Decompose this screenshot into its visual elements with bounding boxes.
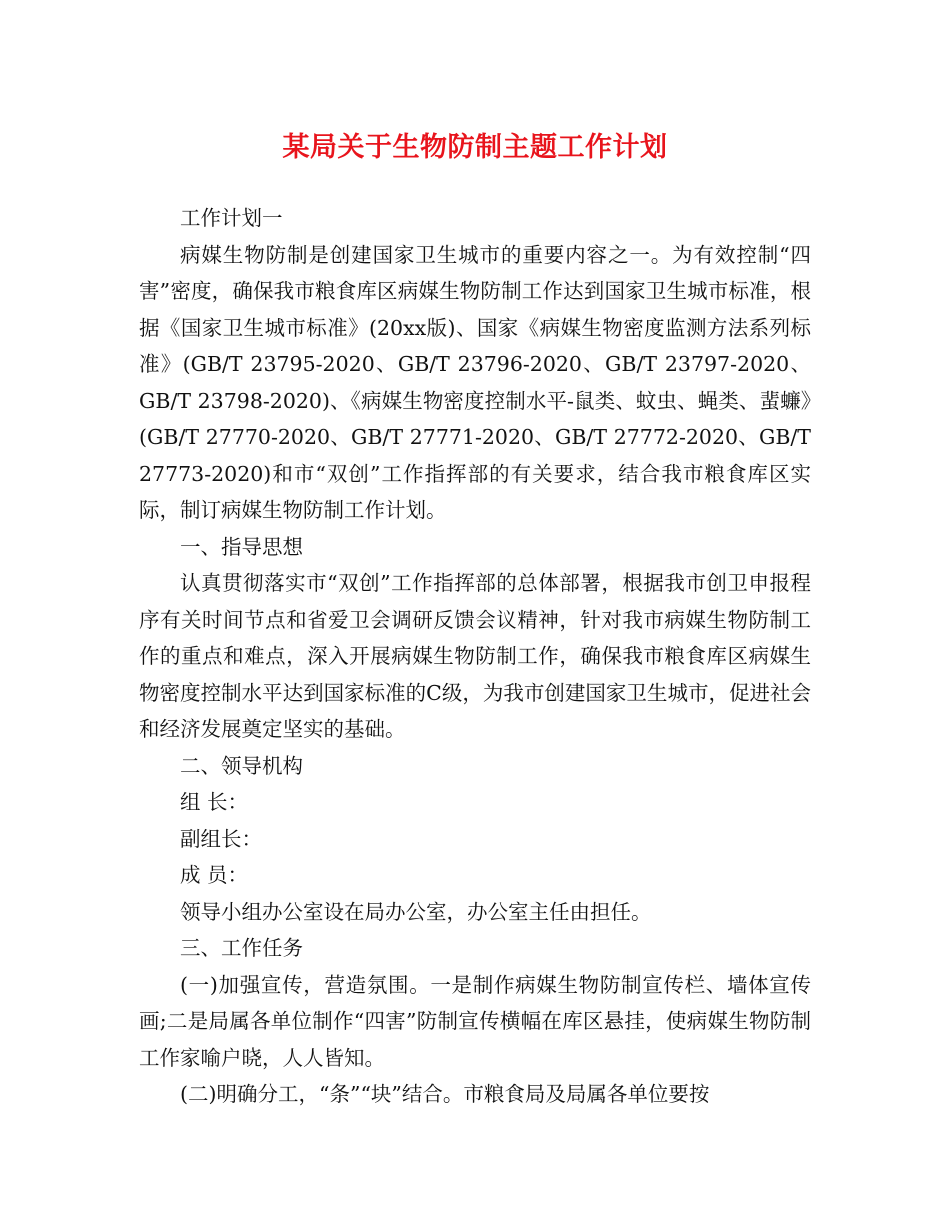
intro-paragraph: 病媒生物防制是创建国家卫生城市的重要内容之一。为有效控制“四害”密度，确保我市粮食库区病媒生物防制工作达到国家卫生城市标准，根据《国家卫生城市标准》(20xx版)、国家《病媒生物密度监测方法系列标准》(GB/T 23795-2020、GB/T 23796-2020、GB/T 23797-2020、GB/T 23798-2020)、《病媒生物密度控制水平-鼠类、蚊虫、蝇类、蜚蠊》(GB/T 27770-2020、GB/T 27771-2020、GB/T 27772-2020、GB/T 27773-2020)和市“双创”工作指挥部的有关要求，结合我市粮食库区实际，制订病媒生物防制工作计划。 [139,242,811,522]
guiding-ideology-paragraph: 认真贯彻落实市“双创”工作指挥部的总体部署，根据我市创卫申报程序有关时间节点和省爱卫会调研反馈会议精神，针对我市病媒生物防制工作的重点和难点，深入开展病媒生物防制工作，确保我市粮食库区病媒生物密度控制水平达到国家标准的C级，为我市创建国家卫生城市，促进社会和经济发展奠定坚实的基础。 [139,571,811,741]
deputy-leader-line: 副组长： [180,826,262,851]
section-heading-tasks: 三、工作任务 [180,936,303,960]
task-one-paragraph: (一)加强宣传，营造氛围。一是制作病媒生物防制宣传栏、墙体宣传画;二是局属各单位制作“四害”防制宣传横幅在库区悬挂，使病媒生物防制工作家喻户晓，人人皆知。 [139,972,811,1070]
section-heading-leadership: 二、领导机构 [180,753,303,778]
members-line: 成 员： [180,863,249,887]
section-heading-guiding-ideology: 一、指导思想 [180,534,303,559]
document-body [139,200,811,1113]
task-two-paragraph: (二)明确分工，“条”“块”结合。市粮食局及局属各单位要按 [180,1082,710,1106]
heading-work-plan-one: 工作计划一 [180,206,283,230]
office-paragraph: 领导小组办公室设在局办公室，办公室主任由担任。 [180,899,652,924]
leader-line: 组 长： [180,790,249,814]
document-title: 某局关于生物防制主题工作计划 [282,132,668,163]
